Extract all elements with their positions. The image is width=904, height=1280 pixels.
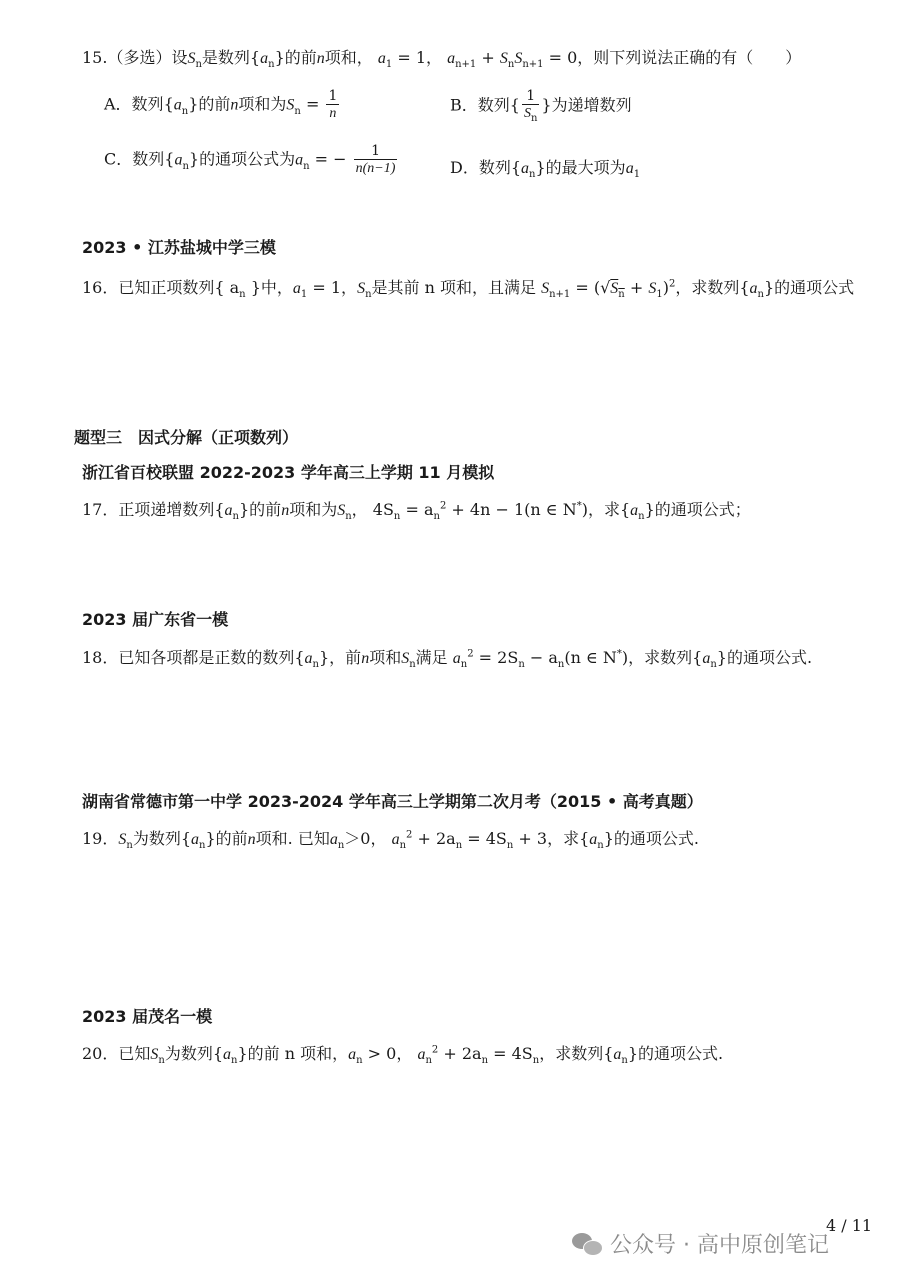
fraction-1-over-sn: $\frac{1}{S_n}$ <box>523 88 538 124</box>
q20: 20．已知$S_n$为数列$\{a_n\}$的前 n 项和，$a_n > 0$， $a_n^2 + 2a_n = 4S_n$，求数列$\{a_n\}$的通项公式. <box>82 1044 724 1067</box>
q15-option-a: A．数列$\{a_n\}$的前n项和为$S_n$ = $\frac{1}{n}$ <box>104 88 338 122</box>
section-heading-zhejiang: 浙江省百校联盟 2022-2023 学年高三上学期 11 月模拟 <box>82 463 495 482</box>
section-heading-jiangsu: 2023 • 江苏盐城中学三模 <box>82 238 276 257</box>
fraction-c: $\frac{1}{n(n-1)}$ <box>355 143 396 177</box>
q15-option-b: B．数列{ $\frac{1}{S_n}$ }为递增数列 <box>450 88 632 124</box>
page-number: 4 / 11 <box>826 1216 873 1235</box>
wechat-icon <box>572 1231 602 1257</box>
fraction-1-over-n: $\frac{1}{n}$ <box>328 88 338 122</box>
q15-option-d: D．数列$\{a_n\}$的最大项为$a_1$ <box>450 158 641 181</box>
watermark-text: 公众号 · 高中原创笔记 <box>610 1233 829 1258</box>
q18: 18．已知各项都是正数的数列$\{a_n\}$，前n项和$S_n$满足 $a_n^2 = 2S_n - a_n(n$ ∈ N*)，求数列$\{a_n\}$的通项公式. <box>82 648 813 671</box>
section-heading-maoming: 2023 届茂名一模 <box>82 1007 213 1026</box>
q15-stem: 15.（多选）设$S_n$是数列$\{a_n\}$的前n项和， $a_1 = 1$， $a_{n+1} + S_nS_{n+1} = 0$，则下列说法正确的有（ ） <box>82 48 802 71</box>
watermark <box>572 1228 829 1259</box>
q15-option-c: C．数列$\{a_n\}$的通项公式为$a_n$ = − $\frac{1}{n(n-1)}$ <box>104 143 396 177</box>
section-heading-type3: 题型三 因式分解（正项数列） <box>74 428 299 447</box>
q19: 19．$S_n$为数列$\{a_n\}$的前n项和. 已知$a_n>0$， $a_n^2 + 2a_n = 4S_n + 3$，求$\{a_n\}$的通项公式. <box>82 829 700 852</box>
q17: 17．正项递增数列$\{a_n\}$的前n项和为$S_n$， $4S_n = a_n^2 + 4n - 1(n$ ∈ N*)，求$\{a_n\}$的通项公式； <box>82 500 751 523</box>
section-heading-guangdong: 2023 届广东省一模 <box>82 610 229 629</box>
section-heading-hunan: 湖南省常德市第一中学 2023-2024 学年高三上学期第二次月考（2015 • 高考真题） <box>82 792 703 811</box>
q16: 16．已知正项数列{ $a_n$ }中，$a_1 = 1$，$S_n$是其前 n 项和，且满足 $S_{n+1} = (√S_n + S_1)^2$，求数列$\{a_n\}$的通项公式 <box>82 278 855 301</box>
